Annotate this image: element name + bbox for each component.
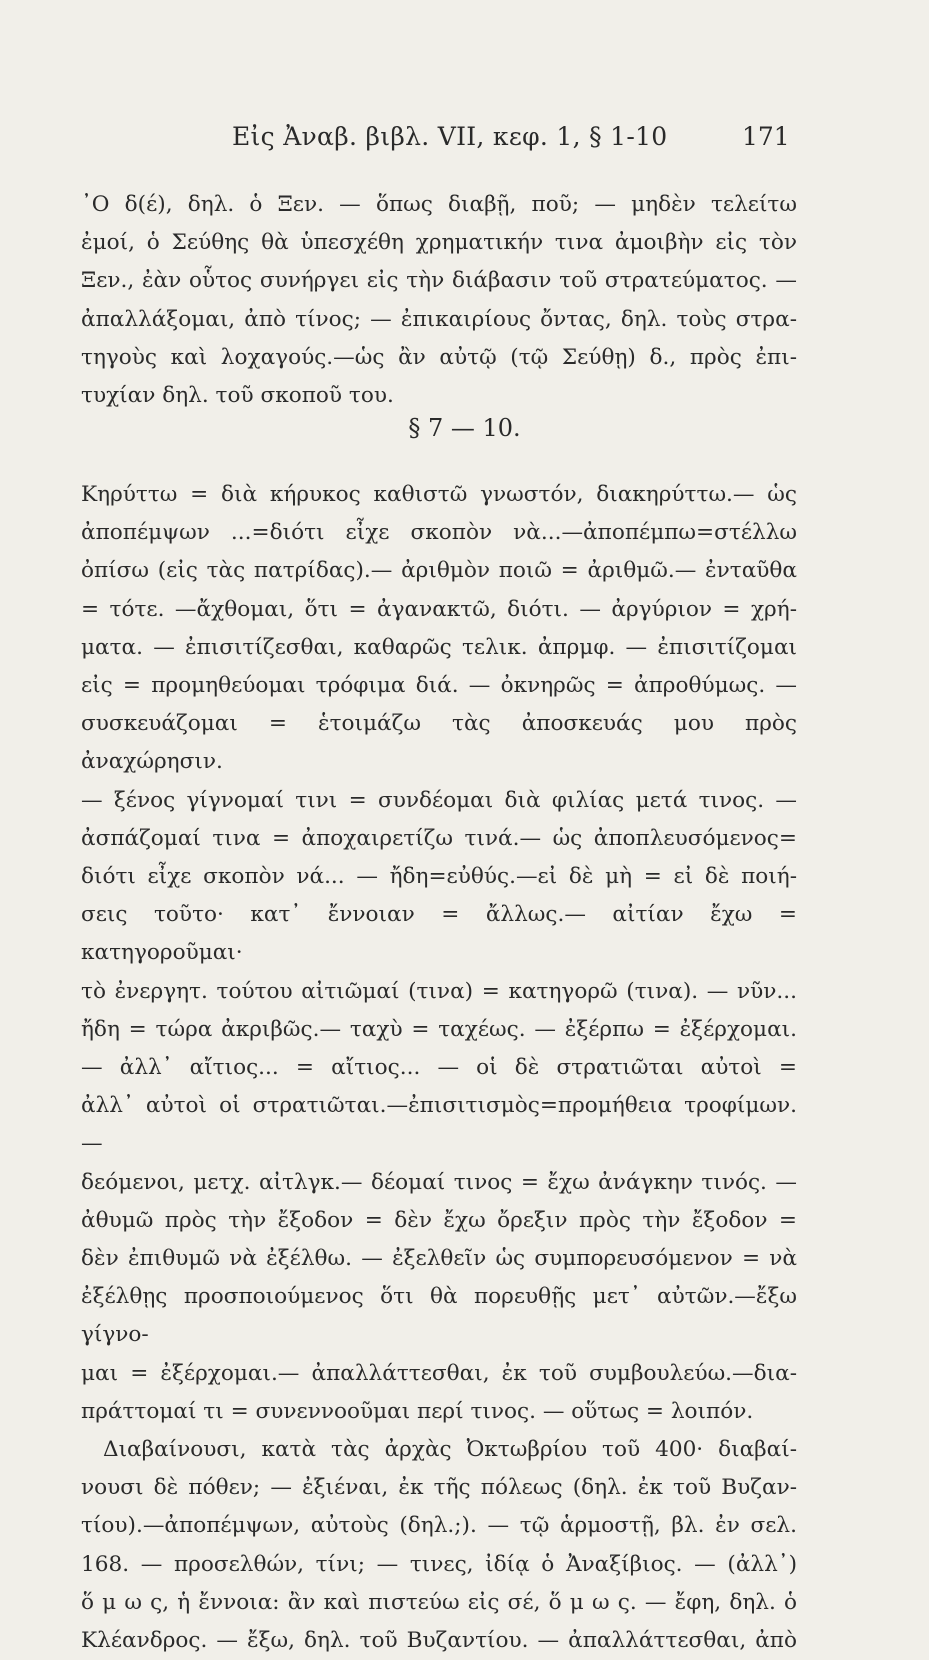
text-line: = τότε. —ἄχθομαι, ὅτι = ἀγανακτῶ, διότι. — ἀργύριον = χρή- bbox=[81, 596, 797, 622]
running-head bbox=[0, 122, 929, 154]
text-line: ὅ μ ω ς, ἡ ἔννοια: ἂν καὶ πιστεύω εἰς σέ, ὅ μ ω ς. — ἔφη, δηλ. ὁ bbox=[81, 1589, 797, 1615]
text-line: — ξένος γίγνομαί τινι = συνδέομαι διὰ φιλίας μετά τινος. — bbox=[81, 787, 797, 813]
text-line: Κηρύττω = διὰ κήρυκος καθιστῶ γνωστόν, διακηρύττω.— ὡς bbox=[81, 482, 797, 507]
text-line: ματα. — ἐπισιτίζεσθαι, καθαρῶς τελικ. ἀπρμφ. — ἐπισιτίζομαι bbox=[81, 634, 797, 660]
text-line: ᾿Ο δ(έ), δηλ. ὁ Ξεν. — ὅπως διαβῇ, ποῦ; — μηδὲν τελείτω bbox=[81, 192, 797, 217]
text-line: Ξεν., ἐὰν οὗτος συνήργει εἰς τὴν διάβασιν τοῦ στρατεύματος. — bbox=[81, 268, 797, 294]
text-line: εἰς = προμηθεύομαι τρόφιμα διά. — ὀκνηρῶς = ἀπροθύμως. — bbox=[81, 673, 797, 699]
text-line: σεις τοῦτο· κατ᾽ ἔννοιαν = ἄλλως.— αἰτίαν ἔχω = κατηγοροῦμαι· bbox=[81, 902, 797, 966]
commentary-paragraph-1 bbox=[81, 186, 797, 415]
text-line: τίου).—ἀποπέμψων, αὐτοὺς (δηλ.;). — τῷ ἁρμοστῇ, βλ. ἐν σελ. bbox=[81, 1513, 797, 1539]
text-line: τηγοὺς καὶ λοχαγούς.—ὡς ἂν αὐτῷ (τῷ Σεύθῃ) δ., πρὸς ἐπι- bbox=[81, 344, 797, 370]
text-line: ἐξέλθῃς προσποιούμενος ὅτι θὰ πορευθῇς μετ᾽ αὐτῶν.—ἔξω γίγνο- bbox=[81, 1284, 797, 1348]
text-line: ἤδη = τώρα ἀκριβῶς.— ταχὺ = ταχέως. — ἐξέρπω = ἐξέρχομαι. bbox=[81, 1016, 797, 1042]
text-line: πράττομαί τι = συνεννοοῦμαι περί τινος. — οὕτως = λοιπόν. bbox=[81, 1398, 754, 1424]
text-line: συσκευάζομαι = ἑτοιμάζω τὰς ἀποσκευάς μου πρὸς ἀναχώρησιν. bbox=[81, 711, 797, 775]
text-line: Κλέανδρος. — ἔξω, δηλ. τοῦ Βυζαντίου. — ἀπαλλάττεσθαι, ἀπὸ bbox=[81, 1628, 797, 1654]
text-line: ἐμοί, ὁ Σεύθης θὰ ὑπεσχέθη χρηματικήν τινα ἀμοιβὴν εἰς τὸν bbox=[81, 230, 797, 256]
text-line: ἀλλ᾽ αὐτοὶ οἱ στρατιῶται.—ἐπισιτισμὸς=προμήθεια τροφίμων.— bbox=[81, 1093, 797, 1157]
text-line: ἀσπάζομαί τινα = ἀποχαιρετίζω τινά.— ὡς ἀποπλευσόμενος= bbox=[81, 825, 797, 851]
running-head-title: Εἰς Ἀναβ. βιβλ. VII, κεφ. 1, § 1-10 bbox=[232, 122, 668, 151]
text-line: τὸ ἐνεργητ. τούτου αἰτιῶμαί (τινα) = κατηγορῶ (τινα). — νῦν... bbox=[81, 978, 797, 1004]
text-line: 168. — προσελθών, τίνι; — τινες, ἰδίᾳ ὁ Ἀναξίβιος. — (ἀλλ᾽) bbox=[81, 1551, 797, 1577]
text-line: ὀπίσω (εἰς τὰς πατρίδας).— ἀριθμὸν ποιῶ = ἀριθμῶ.— ἐνταῦθα bbox=[81, 558, 797, 584]
section-heading: § 7 — 10. bbox=[408, 414, 521, 442]
text-line: ἀπαλλάξομαι, ἀπὸ τίνος; — ἐπικαιρίους ὄντας, δηλ. τοὺς στρα- bbox=[81, 306, 797, 332]
text-line: δὲν ἐπιθυμῶ νὰ ἐξέλθω. — ἐξελθεῖν ὡς συμπορευσόμενον = νὰ bbox=[81, 1246, 797, 1272]
page-number: 171 bbox=[742, 122, 790, 151]
text-line: δεόμενοι, μετχ. αἰτλγκ.— δέομαί τινος = ἔχω ἀνάγκην τινός. — bbox=[81, 1169, 797, 1195]
text-line: Διαβαίνουσι, κατὰ τὰς ἀρχὰς Ὀκτωβρίου τοῦ 400· διαβαί- bbox=[103, 1437, 797, 1463]
text-line: διότι εἶχε σκοπὸν νά... — ἤδη=εὐθύς.—εἰ δὲ μὴ = εἰ δὲ ποιή- bbox=[81, 864, 797, 890]
text-line: ἀποπέμψων ...=διότι εἶχε σκοπὸν νὰ...—ἀποπέμπω=στέλλω bbox=[81, 520, 797, 546]
text-line: τυχίαν δηλ. τοῦ σκοποῦ του. bbox=[81, 383, 394, 409]
text-line: ἀθυμῶ πρὸς τὴν ἔξοδον = δὲν ἔχω ὄρεξιν πρὸς τὴν ἔξοδον = bbox=[81, 1207, 797, 1233]
text-line: μαι = ἐξέρχομαι.— ἀπαλλάττεσθαι, ἐκ τοῦ συμβουλεύω.—δια- bbox=[81, 1360, 797, 1386]
commentary-body bbox=[81, 476, 797, 1660]
text-line: — ἀλλ᾽ αἴτιος... = αἴτιος... — οἱ δὲ στρατιῶται αὐτοὶ = bbox=[81, 1055, 797, 1081]
text-line: νουσι δὲ πόθεν; — ἐξιέναι, ἐκ τῆς πόλεως (δηλ. ἐκ τοῦ Βυζαν- bbox=[81, 1475, 797, 1501]
